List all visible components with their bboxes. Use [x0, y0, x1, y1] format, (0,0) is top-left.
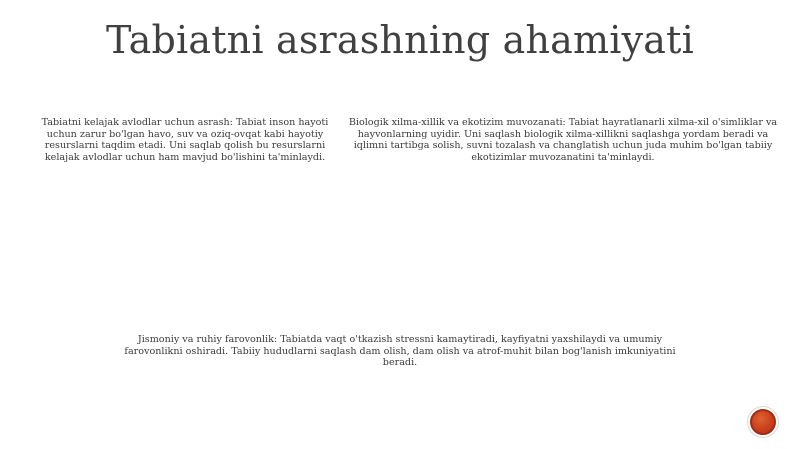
- slide-title: Tabiatni asrashning ahamiyati: [106, 18, 694, 62]
- slide-nav-button[interactable]: [748, 407, 778, 437]
- nav-circle-icon: [750, 409, 776, 435]
- text-block-biodiversity: Biologik xilma-xillik va ekotizim muvozanati: Tabiat hayratlanarli xilma-xil o'simliklar va hayvonlarning uyidir. Uni saqlash biologik xilma-xillikni saqlashga yordam beradi va iqlimni tartibga solish, suvni tozalash va changlatish uchun juda muhim bo'lgan tabiiy ekotizimlar muvozanatini ta'minlaydi.: [348, 117, 778, 163]
- text-block-future-generations: Tabiatni kelajak avlodlar uchun asrash: Tabiat inson hayoti uchun zarur bo'lgan havo, suv va oziq-ovqat kabi hayotiy resurslarni taqdim etadi. Uni saqlab qolish bu resurslarni kelajak avlodlar uchun ham mavjud bo'lishini ta'minlaydi.: [41, 117, 329, 163]
- text-block-wellbeing: Jismoniy va ruhiy farovonlik: Tabiatda vaqt o'tkazish stressni kamaytiradi, kayfiyatni yaxshilaydi va umumiy farovonlikni oshiradi. Tabiiy hududlarni saqlash dam olish, dam olish va atrof-muhit bilan bog'lanish imkuniyatini beradi.: [124, 334, 676, 369]
